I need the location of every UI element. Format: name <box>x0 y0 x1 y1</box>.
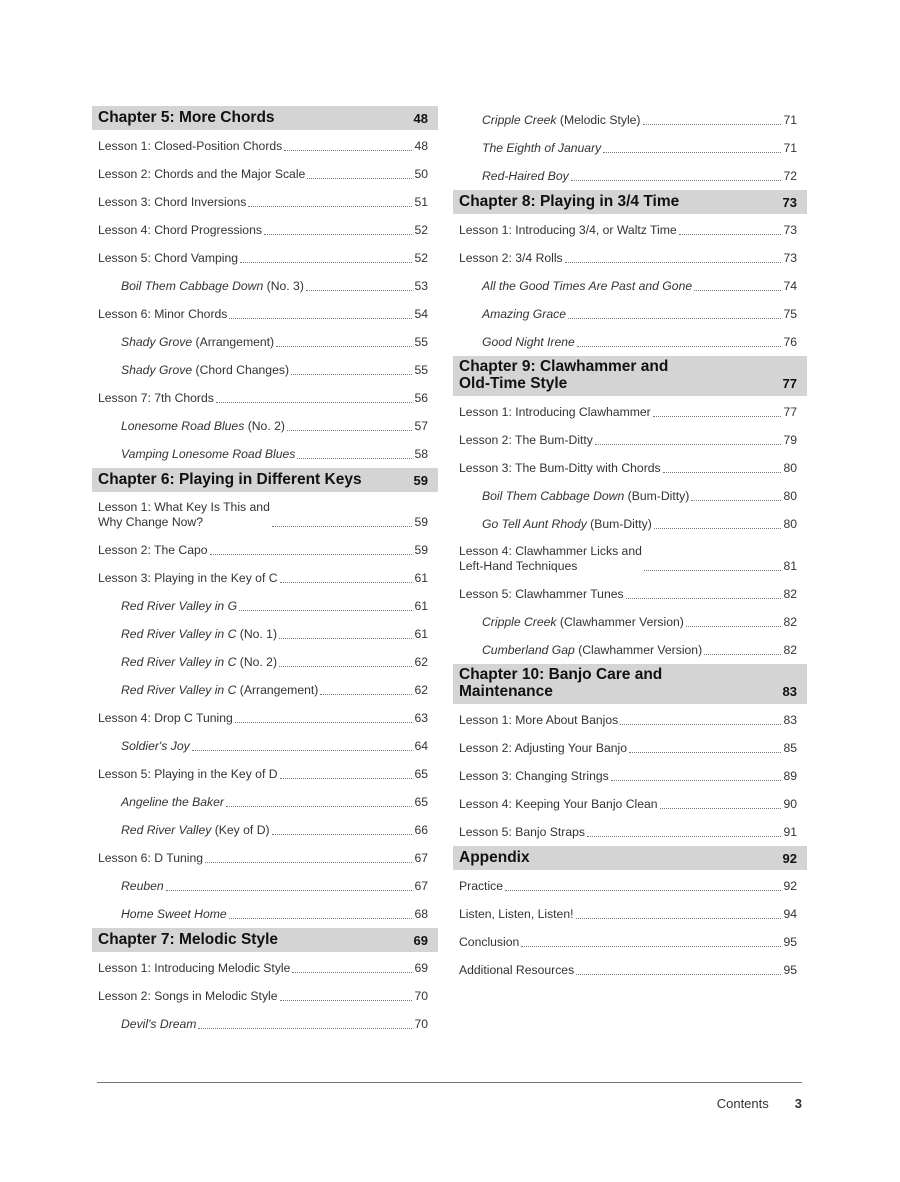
song-title: Cripple Creek <box>482 615 557 629</box>
toc-song-entry <box>92 1008 438 1036</box>
entry-title: Lesson 1: Introducing Clawhammer <box>459 405 651 419</box>
entry-page: 62 <box>414 683 428 697</box>
dot-leader <box>284 150 412 151</box>
chapter-title: Chapter 6: Playing in Different Keys <box>98 471 362 488</box>
toc-song-entry <box>92 786 438 814</box>
toc-lesson-entry <box>453 732 807 760</box>
entry-title: Lesson 3: Changing Strings <box>459 769 609 783</box>
dot-leader <box>287 430 412 431</box>
footer-rule <box>97 1082 802 1083</box>
song-note: (Arrangement) <box>236 683 319 697</box>
chapter-title: Chapter 10: Banjo Care and Maintenance <box>459 666 663 700</box>
song-title: Red River Valley in C <box>121 627 237 641</box>
dot-leader <box>568 318 781 319</box>
entry-title: Lesson 3: Playing in the Key of C <box>98 571 278 585</box>
entry-page: 64 <box>414 739 428 753</box>
entry-title <box>482 517 652 532</box>
dot-leader <box>198 1028 412 1029</box>
dot-leader <box>235 722 412 723</box>
song-title: Red River Valley in G <box>121 599 238 613</box>
entry-title <box>121 599 237 614</box>
dot-leader <box>229 918 412 919</box>
dot-leader <box>264 234 412 235</box>
dot-leader <box>629 752 781 753</box>
entry-title: Lesson 7: 7th Chords <box>98 391 214 405</box>
toc-lesson-entry <box>92 158 438 186</box>
dot-leader <box>704 654 781 655</box>
toc-lesson-entry <box>453 452 807 480</box>
toc-lesson-entry <box>92 382 438 410</box>
entry-page: 73 <box>783 251 797 265</box>
entry-page: 72 <box>783 169 797 183</box>
toc-lesson-entry <box>92 492 438 534</box>
dot-leader <box>307 178 412 179</box>
song-note: (Chord Changes) <box>192 363 290 377</box>
toc-song-entry <box>453 508 807 536</box>
song-title: Reuben <box>121 879 164 893</box>
toc-song-entry <box>92 898 438 926</box>
entry-page: 61 <box>414 599 428 613</box>
entry-title <box>121 879 164 894</box>
entry-page: 71 <box>783 141 797 155</box>
song-title: Cripple Creek <box>482 113 557 127</box>
entry-title <box>121 795 224 810</box>
chapter-title: Chapter 9: Clawhammer and Old-Time Style <box>459 358 669 392</box>
dot-leader <box>505 890 781 891</box>
dot-leader <box>521 946 781 947</box>
entry-title: Lesson 3: Chord Inversions <box>98 195 247 209</box>
entry-page: 75 <box>783 307 797 321</box>
entry-title: Lesson 2: The Capo <box>98 543 208 557</box>
dot-leader <box>663 472 781 473</box>
toc-lesson-entry <box>453 788 807 816</box>
entry-title <box>121 363 289 378</box>
entry-page: 48 <box>414 139 428 153</box>
toc-song-entry <box>92 410 438 438</box>
toc-lesson-entry <box>453 760 807 788</box>
song-title: Boil Them Cabbage Down <box>121 279 264 293</box>
entry-title: Lesson 5: Banjo Straps <box>459 825 586 839</box>
dot-leader <box>272 834 412 835</box>
toc-left-column <box>92 104 438 1036</box>
entry-title: Lesson 1: Closed-Position Chords <box>98 139 283 153</box>
toc-song-entry <box>453 298 807 326</box>
entry-page: 62 <box>414 655 428 669</box>
dot-leader <box>291 374 412 375</box>
entry-title <box>121 655 277 670</box>
dot-leader <box>644 570 781 571</box>
dot-leader <box>691 500 781 501</box>
entry-page: 73 <box>783 223 797 237</box>
entry-page: 77 <box>783 405 797 419</box>
dot-leader <box>686 626 781 627</box>
entry-title: Lesson 4: Clawhammer Licks and Left-Hand Techniques <box>459 544 642 573</box>
chapter-page: 83 <box>782 684 797 699</box>
entry-title: Lesson 1: Introducing 3/4, or Waltz Time <box>459 223 677 237</box>
entry-page: 79 <box>783 433 797 447</box>
entry-page: 80 <box>783 461 797 475</box>
entry-page: 85 <box>783 741 797 755</box>
toc-lesson-entry <box>92 242 438 270</box>
dot-leader <box>576 974 781 975</box>
toc-song-entry <box>92 270 438 298</box>
entry-title: Lesson 1: More About Banjos <box>459 713 619 727</box>
song-note: (Clawhammer Version) <box>556 615 684 629</box>
entry-page: 83 <box>783 713 797 727</box>
footer-page-number: 3 <box>794 1096 802 1111</box>
song-note: (Melodic Style) <box>556 113 641 127</box>
entry-title: Lesson 5: Chord Vamping <box>98 251 239 265</box>
dot-leader <box>587 836 781 837</box>
dot-leader <box>210 554 412 555</box>
song-title: The Eighth of January <box>482 141 602 155</box>
entry-title <box>482 141 601 156</box>
entry-title: Lesson 2: Songs in Melodic Style <box>98 989 278 1003</box>
toc-song-entry <box>92 326 438 354</box>
entry-page: 94 <box>783 907 797 921</box>
dot-leader <box>272 526 412 527</box>
entry-page: 50 <box>414 167 428 181</box>
toc-lesson-entry <box>453 578 807 606</box>
song-title: Vamping Lonesome Road Blues <box>121 447 296 461</box>
entry-page: 61 <box>414 627 428 641</box>
dot-leader <box>240 262 412 263</box>
entry-page: 76 <box>783 335 797 349</box>
song-note: (Clawhammer Version) <box>574 643 703 657</box>
entry-title <box>482 169 569 184</box>
song-title: Red River Valley in C <box>121 655 237 669</box>
song-title: Shady Grove <box>121 363 193 377</box>
dot-leader <box>297 458 412 459</box>
song-title: Amazing Grace <box>482 307 566 321</box>
dot-leader <box>279 666 412 667</box>
toc-lesson-entry <box>453 870 807 898</box>
toc-lesson-entry <box>92 980 438 1008</box>
dot-leader <box>571 180 781 181</box>
toc-lesson-entry <box>92 534 438 562</box>
song-title: All the Good Times Are Past and Gone <box>482 279 693 293</box>
entry-title: Lesson 6: D Tuning <box>98 851 204 865</box>
dot-leader <box>239 610 412 611</box>
entry-page: 66 <box>414 823 428 837</box>
entry-title: Lesson 4: Keeping Your Banjo Clean <box>459 797 658 811</box>
entry-title <box>482 307 566 322</box>
entry-page: 59 <box>414 543 428 557</box>
song-note: (No. 3) <box>263 279 304 293</box>
entry-title <box>482 489 689 504</box>
dot-leader <box>620 724 781 725</box>
dot-leader <box>279 638 412 639</box>
entry-title <box>121 1017 196 1032</box>
toc-lesson-entry <box>92 562 438 590</box>
entry-page: 67 <box>414 879 428 893</box>
toc-song-entry <box>92 674 438 702</box>
entry-page: 68 <box>414 907 428 921</box>
entry-title <box>121 335 274 350</box>
toc-lesson-entry <box>92 298 438 326</box>
entry-page: 65 <box>414 767 428 781</box>
entry-page: 82 <box>783 643 797 657</box>
toc-song-entry <box>92 646 438 674</box>
toc-lesson-entry <box>92 702 438 730</box>
entry-page: 59 <box>414 515 428 529</box>
toc-song-entry <box>92 354 438 382</box>
song-title: Boil Them Cabbage Down <box>482 489 625 503</box>
entry-page: 53 <box>414 279 428 293</box>
entry-title: Lesson 1: What Key Is This and Why Change Now? <box>98 500 270 529</box>
entry-page: 65 <box>414 795 428 809</box>
song-title: Red River Valley in C <box>121 683 237 697</box>
song-note: (Bum-Ditty) <box>624 489 690 503</box>
toc-song-entry <box>453 270 807 298</box>
entry-title <box>121 279 304 294</box>
song-title: Home Sweet Home <box>121 907 227 921</box>
chapter-heading <box>453 190 807 214</box>
toc-song-entry <box>92 618 438 646</box>
toc-lesson-entry <box>453 926 807 954</box>
entry-title: Lesson 4: Chord Progressions <box>98 223 262 237</box>
entry-page: 80 <box>783 489 797 503</box>
song-title: Soldier's Joy <box>121 739 190 753</box>
entry-title <box>121 823 270 838</box>
toc-lesson-entry <box>92 214 438 242</box>
song-title: Devil's Dream <box>121 1017 197 1031</box>
entry-page: 90 <box>783 797 797 811</box>
dot-leader <box>643 124 782 125</box>
toc-right-column <box>453 104 807 982</box>
song-title: Red River Valley <box>121 823 212 837</box>
entry-title: Listen, Listen, Listen! <box>459 907 574 921</box>
toc-song-entry <box>92 730 438 758</box>
toc-lesson-entry <box>453 424 807 452</box>
song-note: (Bum-Ditty) <box>586 517 652 531</box>
toc-lesson-entry <box>453 214 807 242</box>
song-title: Shady Grove <box>121 335 193 349</box>
toc-lesson-entry <box>453 242 807 270</box>
dot-leader <box>320 694 412 695</box>
entry-title: Lesson 2: The Bum-Ditty <box>459 433 593 447</box>
dot-leader <box>565 262 781 263</box>
toc-song-entry <box>453 104 807 132</box>
dot-leader <box>577 346 781 347</box>
dot-leader <box>653 416 781 417</box>
toc-song-entry <box>92 590 438 618</box>
chapter-title: Appendix <box>459 849 530 866</box>
song-title: Angeline the Baker <box>121 795 224 809</box>
toc-song-entry <box>453 132 807 160</box>
song-title: Go Tell Aunt Rhody <box>482 517 587 531</box>
chapter-page: 77 <box>782 376 797 391</box>
entry-page: 55 <box>414 363 428 377</box>
entry-page: 63 <box>414 711 428 725</box>
entry-page: 69 <box>414 961 428 975</box>
chapter-page: 59 <box>413 472 428 488</box>
chapter-heading <box>92 468 438 492</box>
toc-song-entry <box>453 326 807 354</box>
entry-page: 81 <box>783 559 797 573</box>
page-footer <box>600 1096 802 1111</box>
entry-page: 52 <box>414 223 428 237</box>
song-title: Good Night Irene <box>482 335 575 349</box>
entry-page: 56 <box>414 391 428 405</box>
entry-page: 92 <box>783 879 797 893</box>
entry-page: 71 <box>783 113 797 127</box>
entry-title <box>121 447 295 462</box>
entry-page: 82 <box>783 615 797 629</box>
entry-title <box>482 335 575 350</box>
dot-leader <box>280 778 412 779</box>
entry-page: 80 <box>783 517 797 531</box>
toc-lesson-entry <box>92 130 438 158</box>
song-note: (No. 1) <box>236 627 278 641</box>
dot-leader <box>660 808 781 809</box>
entry-page: 89 <box>783 769 797 783</box>
dot-leader <box>603 152 781 153</box>
entry-page: 61 <box>414 571 428 585</box>
entry-page: 74 <box>783 279 797 293</box>
toc-song-entry <box>453 160 807 188</box>
dot-leader <box>654 528 781 529</box>
toc-song-entry <box>92 870 438 898</box>
entry-title <box>121 907 227 922</box>
dot-leader <box>306 290 412 291</box>
entry-page: 70 <box>414 989 428 1003</box>
toc-lesson-entry <box>453 704 807 732</box>
dot-leader <box>292 972 412 973</box>
entry-title <box>482 615 684 630</box>
chapter-heading <box>453 664 807 704</box>
toc-song-entry <box>453 480 807 508</box>
dot-leader <box>248 206 412 207</box>
toc-lesson-entry <box>453 816 807 844</box>
dot-leader <box>280 582 412 583</box>
entry-page: 70 <box>414 1017 428 1031</box>
dot-leader <box>576 918 782 919</box>
entry-title: Lesson 1: Introducing Melodic Style <box>98 961 291 975</box>
toc-lesson-entry <box>92 758 438 786</box>
dot-leader <box>679 234 781 235</box>
chapter-page: 48 <box>413 110 428 126</box>
entry-title: Lesson 3: The Bum-Ditty with Chords <box>459 461 661 475</box>
dot-leader <box>226 806 412 807</box>
dot-leader <box>280 1000 412 1001</box>
chapter-title: Chapter 5: More Chords <box>98 109 275 126</box>
entry-page: 95 <box>783 935 797 949</box>
entry-title: Lesson 4: Drop C Tuning <box>98 711 233 725</box>
dot-leader <box>595 444 781 445</box>
toc-lesson-entry <box>92 952 438 980</box>
entry-title: Lesson 5: Clawhammer Tunes <box>459 587 624 601</box>
song-note: (Arrangement) <box>192 335 275 349</box>
song-note: (Key of D) <box>211 823 270 837</box>
dot-leader <box>192 750 412 751</box>
dot-leader <box>611 780 781 781</box>
chapter-title: Chapter 7: Melodic Style <box>98 931 279 948</box>
dot-leader <box>166 890 412 891</box>
entry-page: 67 <box>414 851 428 865</box>
entry-title: Additional Resources <box>459 963 575 977</box>
toc-lesson-entry <box>92 842 438 870</box>
song-note: (No. 2) <box>244 419 285 433</box>
chapter-heading <box>92 928 438 952</box>
toc-song-entry <box>453 634 807 662</box>
entry-page: 52 <box>414 251 428 265</box>
toc-song-entry <box>92 814 438 842</box>
chapter-heading <box>453 846 807 870</box>
dot-leader <box>216 402 412 403</box>
entry-page: 91 <box>783 825 797 839</box>
toc-song-entry <box>453 606 807 634</box>
toc-song-entry <box>92 438 438 466</box>
entry-page: 55 <box>414 335 428 349</box>
song-title: Lonesome Road Blues <box>121 419 245 433</box>
entry-title: Practice <box>459 879 504 893</box>
chapter-heading <box>453 356 807 396</box>
toc-lesson-entry <box>453 536 807 578</box>
entry-title <box>121 683 318 698</box>
entry-title: Lesson 5: Playing in the Key of D <box>98 767 278 781</box>
entry-page: 82 <box>783 587 797 601</box>
dot-leader <box>229 318 412 319</box>
song-note: (No. 2) <box>236 655 278 669</box>
song-title: Cumberland Gap <box>482 643 575 657</box>
toc-lesson-entry <box>92 186 438 214</box>
footer-label: Contents <box>716 1096 769 1111</box>
entry-page: 95 <box>783 963 797 977</box>
toc-lesson-entry <box>453 898 807 926</box>
entry-title: Lesson 2: Chords and the Major Scale <box>98 167 306 181</box>
entry-title <box>121 419 285 434</box>
dot-leader <box>694 290 781 291</box>
entry-page: 57 <box>414 419 428 433</box>
entry-title: Lesson 2: 3/4 Rolls <box>459 251 563 265</box>
entry-title <box>121 627 277 642</box>
entry-title <box>482 113 641 128</box>
entry-title <box>482 279 692 294</box>
chapter-page: 69 <box>413 932 428 948</box>
chapter-heading <box>92 106 438 130</box>
entry-title: Lesson 2: Adjusting Your Banjo <box>459 741 628 755</box>
dot-leader <box>205 862 412 863</box>
entry-title <box>121 739 190 754</box>
entry-title: Conclusion <box>459 935 520 949</box>
song-title: Red-Haired Boy <box>482 169 569 183</box>
dot-leader <box>626 598 781 599</box>
toc-lesson-entry <box>453 396 807 424</box>
toc-lesson-entry <box>453 954 807 982</box>
dot-leader <box>276 346 412 347</box>
chapter-page: 92 <box>782 850 797 866</box>
entry-title <box>482 643 702 658</box>
entry-page: 54 <box>414 307 428 321</box>
entry-page: 51 <box>414 195 428 209</box>
chapter-title: Chapter 8: Playing in 3/4 Time <box>459 193 680 210</box>
chapter-page: 73 <box>782 194 797 210</box>
entry-title: Lesson 6: Minor Chords <box>98 307 228 321</box>
entry-page: 58 <box>414 447 428 461</box>
